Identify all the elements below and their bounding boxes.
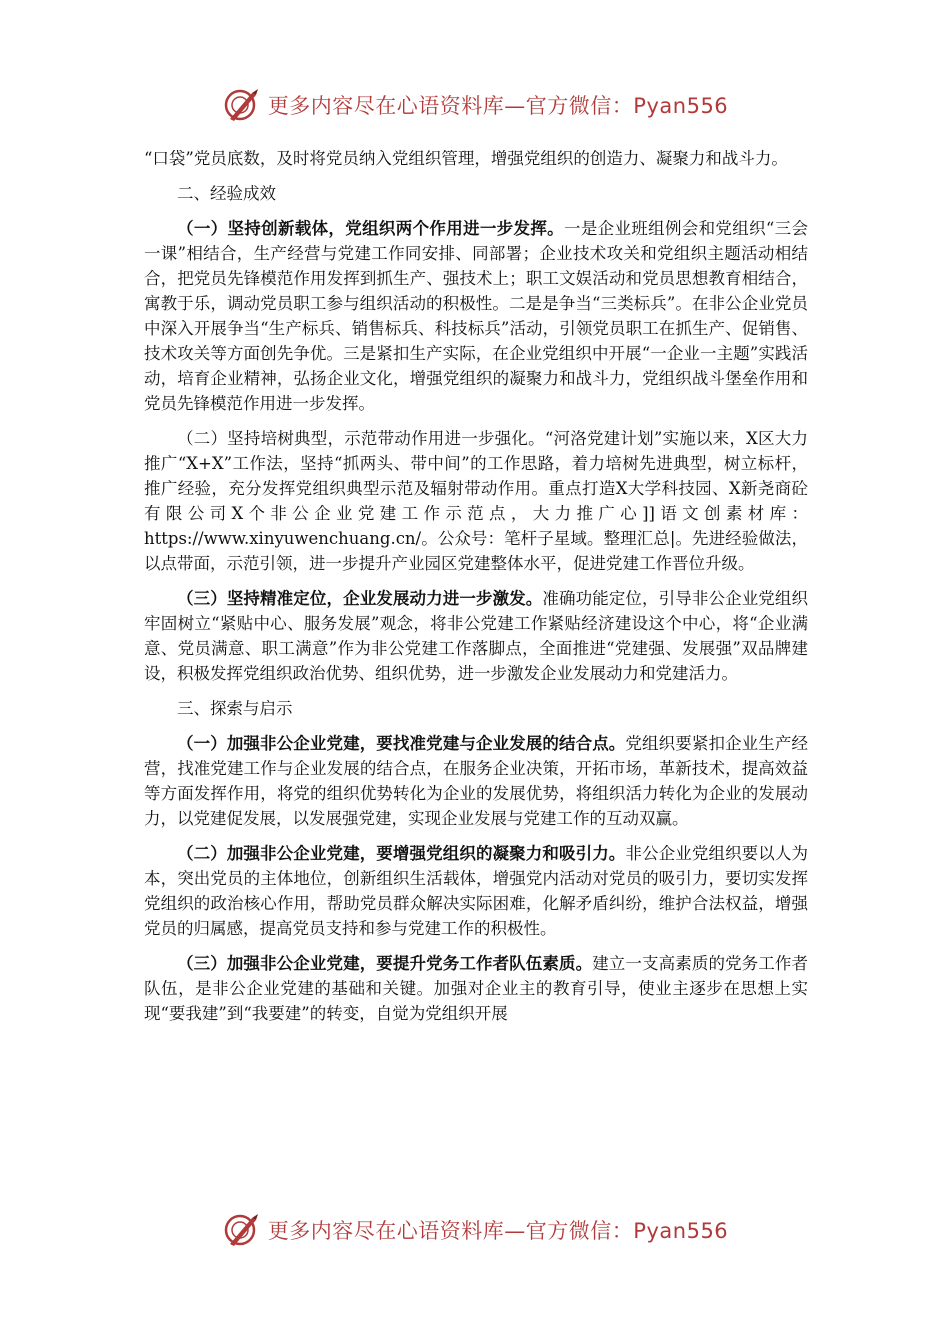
paragraph: （一）加强非公企业党建，要找准党建与企业发展的结合点。党组织要紧扣企业生产经营，找准党建工作与企业发展的结合点，在服务企业决策，开拓市场，革新技术，提高效益等方面发挥作用，将党的组织优势转化为企业的发展优势，将组织活力转化为企业的发展动力，以党建促发展，以发展强党建，实现企业发展与党建工作的互动双赢。	[144, 734, 809, 828]
pen-logo-icon	[222, 1210, 262, 1250]
paragraph: （三）坚持精准定位，企业发展动力进一步激发。准确功能定位，引导非公企业党组织牢固树立“紧贴中心、服务发展”观念，将非公党建工作紧贴经济建设这个中心，将“企业满意、党员满意、职工满意”作为非公党建工作落脚点，全面推进“党建强、发展强”双品牌建设，积极发挥党组织政治优势、组织优势，进一步激发企业发展动力和党建活力。	[144, 589, 809, 683]
paragraph: “口袋”党员底数，及时将党员纳入党组织管理，增强党组织的创造力、凝聚力和战斗力。	[144, 149, 788, 168]
footer-banner	[0, 1208, 950, 1252]
paragraph: （二）坚持培树典型，示范带动作用进一步强化。“河洛党建计划”实施以来，X区大力推广“X+X”工作法，坚持“抓两头、带中间”的工作思路，着力培树先进典型，树立标杆，推广经验，充分发挥党组织典型示范及辐射带动作用。重点打造X大学科技园、X新尧商砼有限公司X个非公企业党建工作示范点，大力推广心]]语文创素材库：https://www.xinyuwenchuang.cn/。公众号：笔杆子星域。整理汇总|。先进经验做法，以点带面，示范引领，进一步提升产业园区党建整体水平，促进党建工作晋位升级。	[144, 429, 808, 573]
document-body	[144, 146, 808, 1036]
paragraph: （三）加强非公企业党建，要提升党务工作者队伍素质。建立一支高素质的党务工作者队伍，是非公企业党建的基础和关键。加强对企业主的教育引导，使业主逐步在思想上实现“要我建”到“我要建”的转变，自觉为党组织开展	[144, 954, 809, 1023]
paragraph: （二）加强非公企业党建，要增强党组织的凝聚力和吸引力。非公企业党组织要以人为本，突出党员的主体地位，创新组织生活载体，增强党内活动对党员的吸引力，要切实发挥党组织的政治核心作用，帮助党员群众解决实际困难，化解矛盾纠纷，维护合法权益，增强党员的归属感，提高党员支持和参与党建工作的积极性。	[144, 844, 809, 938]
banner-text: 更多内容尽在心语资料库—官方微信：Pyan556	[267, 1219, 729, 1243]
header-banner	[0, 83, 950, 127]
section-heading: 三、探索与启示	[177, 699, 293, 718]
banner-text: 更多内容尽在心语资料库—官方微信：Pyan556	[267, 94, 729, 118]
pen-logo-icon	[222, 85, 262, 125]
paragraph: （一）坚持创新载体，党组织两个作用进一步发挥。一是企业班组例会和党组织“三会一课”相结合，生产经营与党建工作同安排、同部署；企业技术攻关和党组织主题活动相结合，把党员先锋模范作用发挥到抓生产、强技术上；职工文娱活动和党员思想教育相结合，寓教于乐，调动党员职工参与组织活动的积极性。二是是争当“三类标兵”。在非公企业党员中深入开展争当“生产标兵、销售标兵、科技标兵”活动，引领党员职工在抓生产、促销售、技术攻关等方面创先争优。三是紧扣生产实际，在企业党组织中开展“一企业一主题”实践活动，培育企业精神，弘扬企业文化，增强党组织的凝聚力和战斗力，党组织战斗堡垒作用和党员先锋模范作用进一步发挥。	[144, 219, 808, 413]
section-heading: 二、经验成效	[177, 184, 276, 203]
